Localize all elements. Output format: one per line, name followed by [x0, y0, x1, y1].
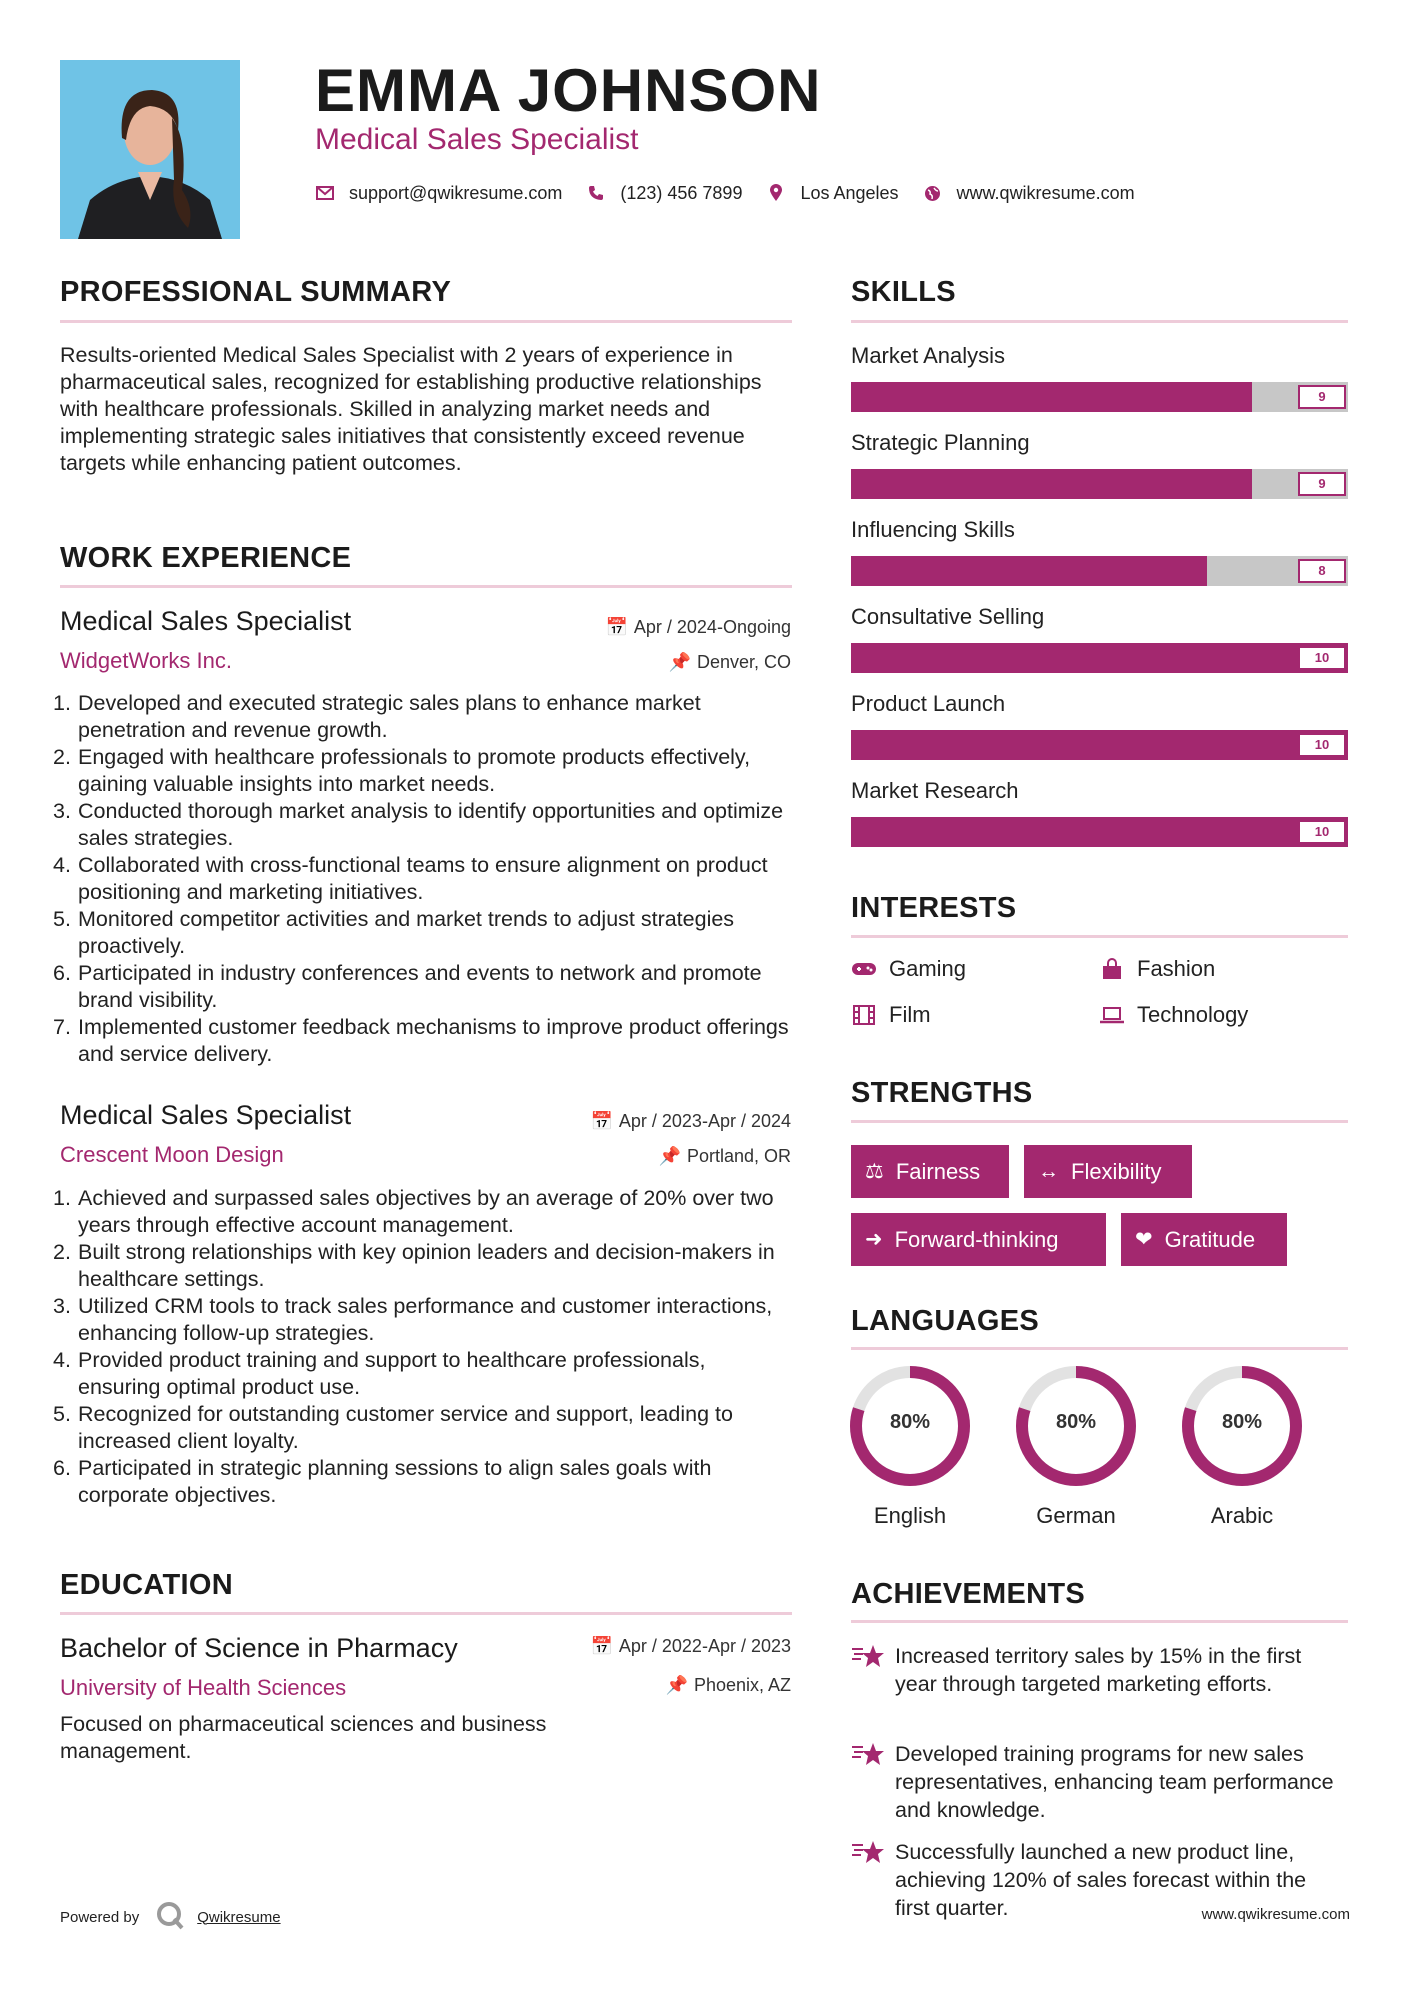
- arrows-horizontal-icon: ↔: [1038, 1159, 1059, 1183]
- job-company: WidgetWorks Inc.: [60, 648, 232, 673]
- job-duties-list: [78, 1185, 790, 1509]
- phone-icon: [586, 185, 606, 201]
- contact-bar: [315, 178, 1159, 208]
- strength-badge-fairness: ⚖ Fairness: [851, 1145, 1009, 1198]
- list-item: Provided product training and support to healthcare professionals, ensuring optimal product use.: [78, 1348, 706, 1399]
- achievement-item: Developed training programs for new sales representatives, enhancing team performance and knowledge.: [851, 1740, 1351, 1824]
- list-item: Collaborated with cross-functional teams to ensure alignment on product positioning and marketing initiatives.: [78, 853, 768, 904]
- skill-label: Market Research: [851, 778, 1019, 803]
- skill-bar: [851, 469, 1348, 499]
- list-item: Participated in industry conferences and events to network and promote brand visibility.: [78, 961, 762, 1012]
- skill-label: Consultative Selling: [851, 604, 1045, 629]
- list-item: Developed and executed strategic sales plans to enhance market penetration and revenue growth.: [78, 691, 701, 742]
- experience-heading: WORK EXPERIENCE: [60, 542, 352, 574]
- skill-bar: [851, 382, 1348, 412]
- language-item: [1015, 1365, 1137, 1529]
- summary-text: Results-oriented Medical Sales Specialist with 2 years of experience in pharmaceutical sales, recognized for establishing productive relationships with healthcare professionals. Skilled in analyzing market needs and implementing strategic sales initiatives that consistently exceed revenue targets while enhancing patient outcomes.: [60, 343, 762, 475]
- shopping-bag-icon: [1099, 958, 1125, 980]
- job-title: Medical Sales Specialist: [60, 1100, 352, 1130]
- job-dates: 📅 Apr / 2023-Apr / 2024: [590, 1111, 791, 1131]
- summary-heading: PROFESSIONAL SUMMARY: [60, 276, 452, 308]
- summary-divider: [60, 320, 792, 323]
- experience-divider: [60, 585, 792, 588]
- shooting-star-icon: [851, 1838, 895, 1922]
- arrow-right-icon: ➜: [865, 1228, 883, 1251]
- job-location: 📌 Portland, OR: [658, 1146, 791, 1166]
- language-item: [1181, 1365, 1303, 1529]
- profile-photo: [60, 60, 240, 239]
- achievement-item: Increased territory sales by 15% in the first year through targeted marketing efforts.: [851, 1642, 1351, 1698]
- strengths-heading: STRENGTHS: [851, 1077, 1033, 1109]
- gamepad-icon: [851, 961, 877, 977]
- skill-bar-fill: [851, 817, 1348, 847]
- list-item: Utilized CRM tools to track sales performance and customer interactions, enhancing follow-up strategies.: [78, 1294, 773, 1345]
- map-pin-icon: [766, 184, 786, 202]
- language-percent: 80%: [1221, 1411, 1263, 1433]
- candidate-name: EMMA JOHNSON: [315, 57, 822, 124]
- skill-label: Product Launch: [851, 691, 1006, 716]
- job-duties-list: [78, 690, 790, 1068]
- interest-item-technology: Technology: [1099, 1001, 1248, 1029]
- heart-icon: ❤: [1135, 1228, 1153, 1251]
- film-icon: [851, 1005, 877, 1025]
- interest-item-gaming: Gaming: [851, 955, 966, 983]
- languages-divider: [851, 1347, 1348, 1350]
- shooting-star-icon: [851, 1740, 895, 1824]
- qwikresume-link[interactable]: Qwikresume: [197, 1908, 281, 1926]
- job-title: Medical Sales Specialist: [60, 606, 352, 636]
- language-percent: 80%: [1055, 1411, 1097, 1433]
- skill-bar: [851, 643, 1348, 673]
- powered-by: Powered by Qwikresume: [60, 1900, 281, 1934]
- interest-item-fashion: Fashion: [1099, 955, 1215, 983]
- list-item: Engaged with healthcare professionals to promote products effectively, gaining valuable insights into market needs.: [78, 745, 751, 796]
- skill-bar-fill: [851, 643, 1348, 673]
- list-item: Participated in strategic planning sessions to align sales goals with corporate objectives.: [78, 1456, 712, 1507]
- skill-bar: [851, 556, 1348, 586]
- skill-bar: [851, 817, 1348, 847]
- strength-badge-gratitude: ❤ Gratitude: [1121, 1213, 1287, 1266]
- skills-heading: SKILLS: [851, 276, 956, 308]
- skill-score-badge: 8: [1298, 559, 1346, 583]
- pin-icon: 📌: [668, 652, 691, 672]
- education-divider: [60, 1612, 792, 1615]
- laptop-icon: [1099, 1006, 1125, 1024]
- skill-score-badge: 10: [1298, 733, 1346, 757]
- contact-website[interactable]: www.qwikresume.com: [956, 182, 1135, 203]
- language-name: German: [1036, 1503, 1116, 1528]
- pin-icon: 📌: [658, 1146, 681, 1166]
- achievement-item: Successfully launched a new product line, achieving 120% of sales forecast within the first quarter.: [851, 1838, 1351, 1922]
- shooting-star-icon: [851, 1642, 895, 1698]
- calendar-icon: 📅: [590, 1111, 613, 1131]
- skill-score-badge: 9: [1298, 385, 1346, 409]
- envelope-icon: [315, 186, 335, 200]
- education-dates: 📅 Apr / 2022-Apr / 2023: [590, 1636, 791, 1656]
- list-item: Recognized for outstanding customer service and support, leading to increased client loyalty.: [78, 1402, 733, 1453]
- pin-icon: 📌: [665, 1675, 688, 1695]
- skill-label: Influencing Skills: [851, 517, 1015, 542]
- skill-bar-fill: [851, 730, 1348, 760]
- list-item: Implemented customer feedback mechanisms to improve product offerings and service delivery.: [78, 1015, 789, 1066]
- skill-score-badge: 10: [1298, 646, 1346, 670]
- skill-score-badge: 10: [1298, 820, 1346, 844]
- job-dates: 📅 Apr / 2024-Ongoing: [605, 617, 791, 637]
- interests-divider: [851, 935, 1348, 938]
- job-location: 📌 Denver, CO: [668, 652, 791, 672]
- interests-heading: INTERESTS: [851, 892, 1017, 924]
- education-heading: EDUCATION: [60, 1569, 233, 1601]
- languages-heading: LANGUAGES: [851, 1305, 1039, 1337]
- achievements-heading: ACHIEVEMENTS: [851, 1578, 1086, 1610]
- balance-scale-icon: ⚖: [865, 1160, 884, 1183]
- interest-item-film: Film: [851, 1001, 931, 1029]
- strength-badge-flexibility: ↔ Flexibility: [1024, 1145, 1192, 1198]
- strength-badge-forward-thinking: ➜ Forward-thinking: [851, 1213, 1106, 1266]
- job-company: Crescent Moon Design: [60, 1142, 284, 1167]
- candidate-role: Medical Sales Specialist: [315, 123, 639, 156]
- contact-email[interactable]: support@qwikresume.com: [349, 182, 563, 203]
- skill-label: Market Analysis: [851, 343, 1006, 368]
- contact-phone[interactable]: (123) 456 7899: [620, 182, 743, 203]
- list-item: Achieved and surpassed sales objectives by an average of 20% over two years through effective account management.: [78, 1186, 774, 1237]
- list-item: Monitored competitor activities and market trends to adjust strategies proactively.: [78, 907, 735, 958]
- list-item: Built strong relationships with key opinion leaders and decision-makers in healthcare settings.: [78, 1240, 775, 1291]
- skill-label: Strategic Planning: [851, 430, 1030, 455]
- contact-location: Los Angeles: [800, 182, 899, 203]
- calendar-icon: 📅: [605, 617, 628, 637]
- skills-divider: [851, 320, 1348, 323]
- language-name: English: [873, 1503, 947, 1528]
- strengths-divider: [851, 1120, 1348, 1123]
- skill-bar-fill: [851, 556, 1207, 586]
- education-school: University of Health Sciences: [60, 1675, 347, 1700]
- skill-bar-fill: [851, 469, 1252, 499]
- skill-bar-fill: [851, 382, 1252, 412]
- skill-bar: [851, 730, 1348, 760]
- calendar-icon: 📅: [590, 1636, 613, 1656]
- achievements-divider: [851, 1620, 1348, 1623]
- education-location: 📌 Phoenix, AZ: [665, 1675, 791, 1695]
- qwikresume-logo-icon: [155, 1900, 185, 1934]
- education-description: Focused on pharmaceutical sciences and business management.: [60, 1712, 547, 1763]
- language-name: Arabic: [1210, 1503, 1274, 1528]
- globe-icon: [923, 185, 943, 202]
- language-percent: 80%: [889, 1411, 931, 1433]
- list-item: Conducted thorough market analysis to identify opportunities and optimize sales strategies.: [78, 799, 784, 850]
- footer-website[interactable]: www.qwikresume.com: [1201, 1906, 1350, 1923]
- language-item: [849, 1365, 971, 1529]
- skill-score-badge: 9: [1298, 472, 1346, 496]
- education-degree: Bachelor of Science in Pharmacy: [60, 1633, 458, 1663]
